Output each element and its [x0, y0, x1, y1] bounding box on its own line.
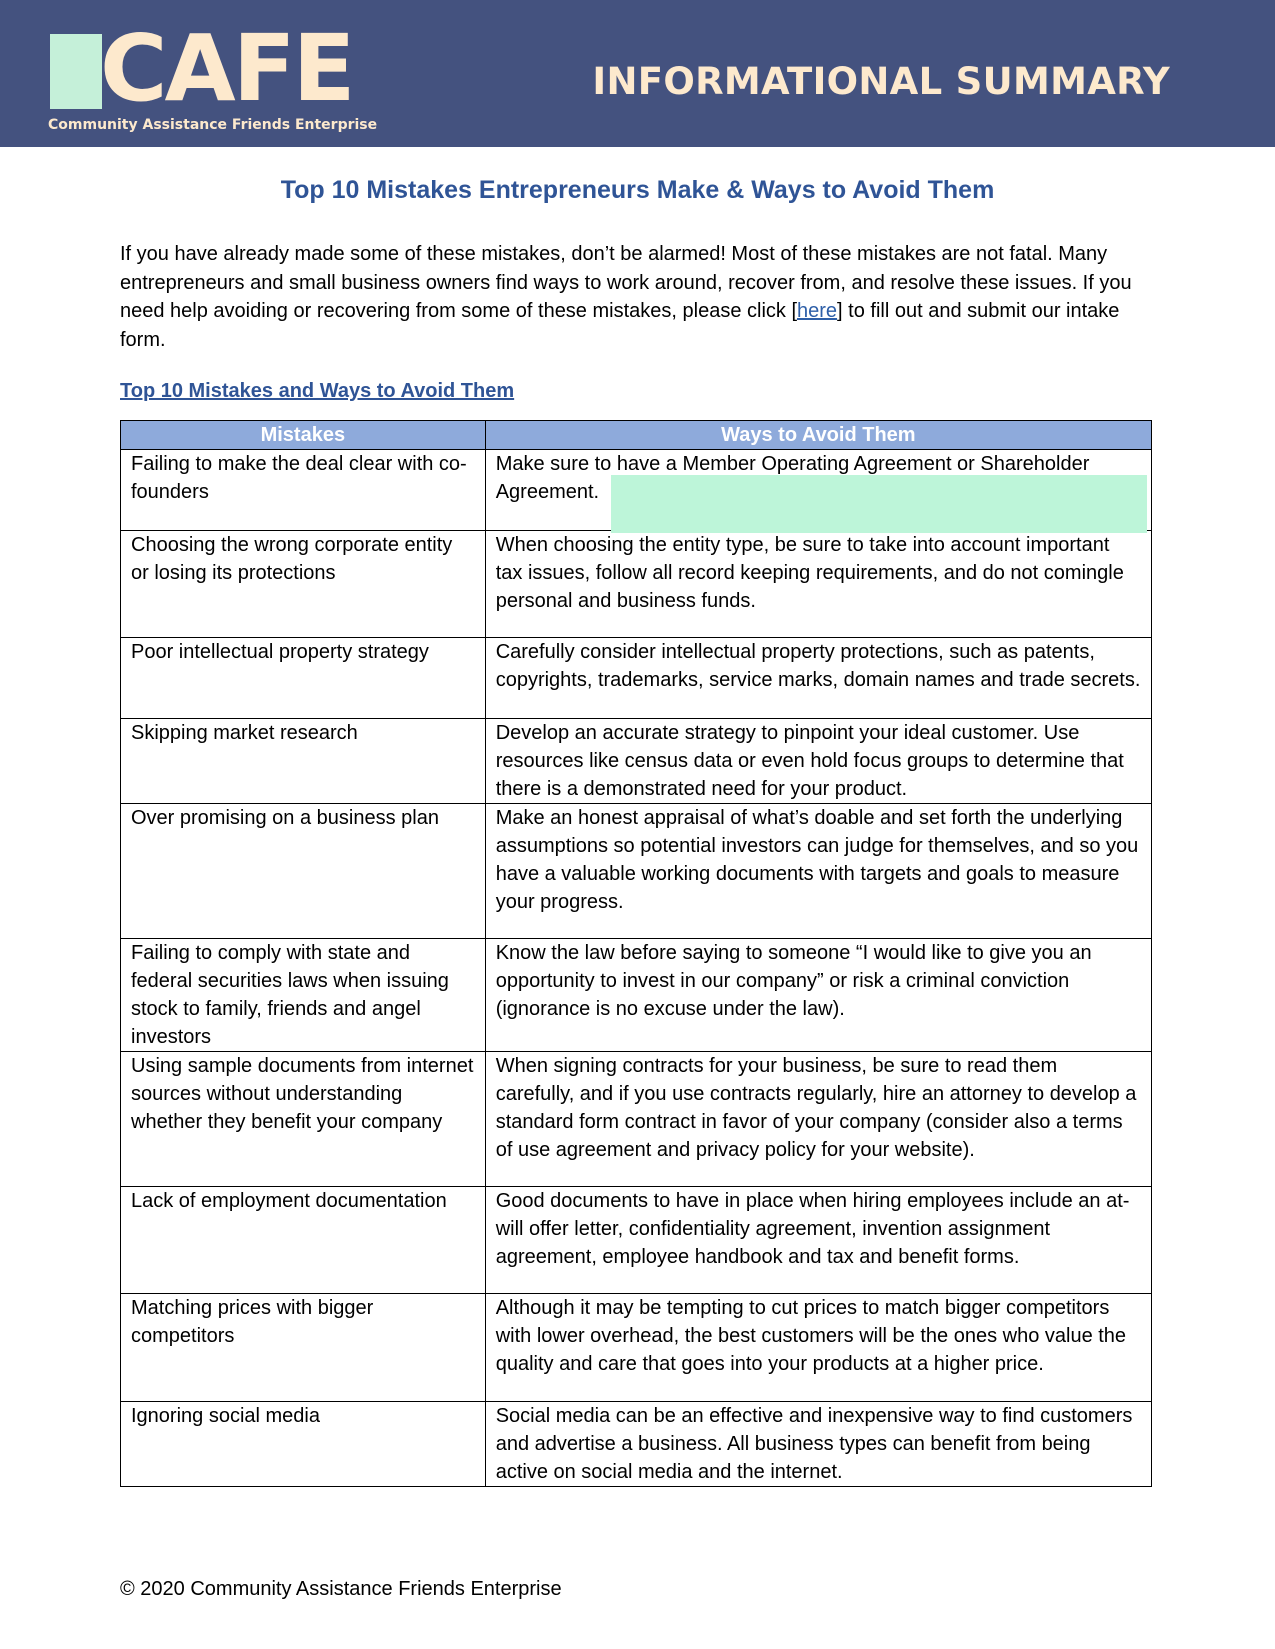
- logo-subtitle: Community Assistance Friends Enterprise: [48, 117, 378, 133]
- highlight-box: [611, 475, 1147, 533]
- table-row: [121, 638, 1152, 719]
- avoid-cell: Make an honest appraisal of what’s doable and set forth the underlying assumptions so potential investors can judge for themselves, and so you have a valuable working documents with targets and goals to measure your progress.: [485, 804, 1151, 939]
- document-title: Top 10 Mistakes Entrepreneurs Make & Ways to Avoid Them: [280, 176, 995, 204]
- table-header-row: [121, 421, 1152, 450]
- table-row: [121, 1402, 1152, 1487]
- intake-form-link[interactable]: here: [797, 300, 838, 322]
- intro-text-before: If you have already made some of these mistakes, don’t be alarmed! Most of these mistakes are not fatal. Many entrepreneurs and small business owners find ways to work around, recover from, and resolve these issues. If you need help avoiding or recovering from some of these mistakes, please click [: [120, 243, 1132, 322]
- avoid-cell: Know the law before saying to someone “I would like to give you an opportunity to invest in our company” or risk a criminal conviction (ignorance is no excuse under the law).: [485, 939, 1151, 1052]
- intro-text-after: ] to fill out and submit our intake form.: [120, 300, 1120, 351]
- mistakes-table: [120, 420, 1152, 1487]
- logo-block: [50, 34, 102, 109]
- avoid-cell: Develop an accurate strategy to pinpoint your ideal customer. Use resources like census data or even hold focus groups to determine that there is a demonstrated need for your product.: [485, 719, 1151, 804]
- avoid-cell: When signing contracts for your business, be sure to read them carefully, and if you use contracts regularly, hire an attorney to develop a standard form contract in favor of your company (consider also a terms of use agreement and privacy policy for your website).: [485, 1052, 1151, 1187]
- mistake-cell: Failing to make the deal clear with co-founders: [121, 450, 486, 531]
- logo-text: CAFE: [100, 15, 353, 122]
- mistake-cell: Choosing the wrong corporate entity or losing its protections: [121, 531, 486, 638]
- avoid-cell: Good documents to have in place when hiring employees include an at-will offer letter, confidentiality agreement, invention assignment agreement, employee handbook and tax and benefit forms.: [485, 1187, 1151, 1294]
- avoid-cell: Although it may be tempting to cut prices to match bigger competitors with lower overhead, the best customers will be the ones who value the quality and care that goes into your products at a higher price.: [485, 1294, 1151, 1402]
- header-bar: [0, 0, 1275, 147]
- table-row: [121, 1187, 1152, 1294]
- mistake-cell: Skipping market research: [121, 719, 486, 804]
- mistake-cell: Failing to comply with state and federal securities laws when issuing stock to family, friends and angel investors: [121, 939, 486, 1052]
- mistake-cell: Lack of employment documentation: [121, 1187, 486, 1294]
- section-heading: Top 10 Mistakes and Ways to Avoid Them: [120, 380, 515, 402]
- table-row: [121, 939, 1152, 1052]
- mistake-cell: Poor intellectual property strategy: [121, 638, 486, 719]
- table-row: [121, 1052, 1152, 1187]
- avoid-cell: Social media can be an effective and inexpensive way to find customers and advertise a business. All business types can benefit from being active on social media and the internet.: [485, 1402, 1151, 1487]
- mistake-cell: Over promising on a business plan: [121, 804, 486, 939]
- table-row: [121, 804, 1152, 939]
- avoid-cell: When choosing the entity type, be sure to take into account important tax issues, follow all record keeping requirements, and do not comingle personal and business funds.: [485, 531, 1151, 638]
- table-row: [121, 531, 1152, 638]
- intro-paragraph: [120, 240, 1160, 354]
- mistake-cell: Ignoring social media: [121, 1402, 486, 1487]
- mistake-cell: Matching prices with bigger competitors: [121, 1294, 486, 1402]
- avoid-cell: Make sure to have a Member Operating Agreement or Shareholder Agreement.: [485, 450, 1151, 531]
- copyright-footer: © 2020 Community Assistance Friends Enterprise: [120, 1578, 562, 1600]
- table-row: [121, 719, 1152, 804]
- header-mistakes: Mistakes: [121, 421, 486, 450]
- header-ways-to-avoid: Ways to Avoid Them: [485, 421, 1151, 450]
- mistake-cell: Using sample documents from internet sources without understanding whether they benefit your company: [121, 1052, 486, 1187]
- table-row: [121, 1294, 1152, 1402]
- avoid-cell: Carefully consider intellectual property protections, such as patents, copyrights, trademarks, service marks, domain names and trade secrets.: [485, 638, 1151, 719]
- header-title: INFORMATIONAL SUMMARY: [592, 60, 1170, 103]
